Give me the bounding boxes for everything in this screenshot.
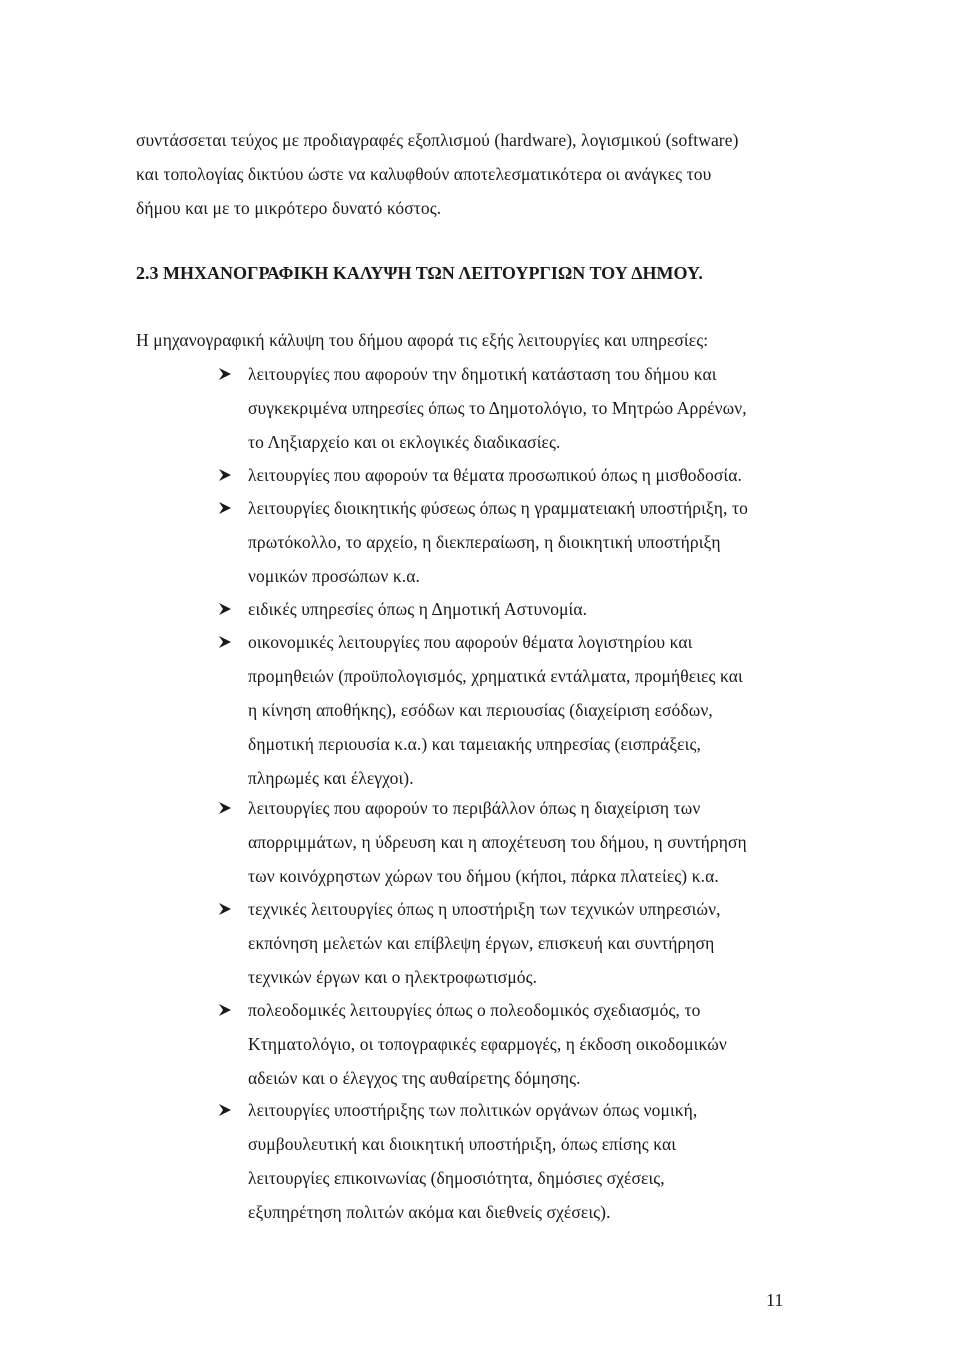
bullet-line: πρωτόκολλο, το αρχείο, η διεκπεραίωση, η διοικητική υποστήριξη: [248, 532, 721, 552]
arrow-bullet-icon: [218, 635, 232, 649]
arrow-bullet-icon: [218, 501, 232, 515]
bullet-line: λειτουργίες επικοινωνίας (δημοσιότητα, δημόσιες σχέσεις,: [248, 1168, 665, 1188]
bullet-line: πολεοδομικές λειτουργίες όπως ο πολεοδομικός σχεδιασμός, το: [248, 1000, 701, 1020]
bullet-line: αδειών και ο έλεγχος της αυθαίρετης δόμησης.: [248, 1068, 581, 1088]
bullet-line: δημοτική περιουσία κ.α.) και ταμειακής υπηρεσίας (εισπράξεις,: [248, 734, 701, 754]
bullet-line: πληρωμές και έλεγχοι).: [248, 768, 414, 788]
bullet-line: λειτουργίες που αφορούν την δημοτική κατάσταση του δήμου και: [248, 364, 717, 384]
bullet-line: τεχνικές λειτουργίες όπως η υποστήριξη των τεχνικών υπηρεσιών,: [248, 899, 721, 919]
section-heading: 2.3 ΜΗΧΑΝΟΓΡΑΦΙΚΗ ΚΑΛΥΨΗ ΤΩΝ ΛΕΙΤΟΥΡΓΙΩΝ ΤΟΥ ΔΗΜΟΥ.: [136, 263, 703, 283]
bullet-line: εξυπηρέτηση πολιτών ακόμα και διεθνείς σχέσεις).: [248, 1202, 611, 1222]
arrow-bullet-icon: [218, 367, 232, 381]
bullet-line: απορριμμάτων, η ύδρευση και η αποχέτευση του δήμου, η συντήρηση: [248, 832, 747, 852]
arrow-bullet-icon: [218, 602, 232, 616]
intro-line: δήμου και με το μικρότερο δυνατό κόστος.: [136, 198, 442, 218]
arrow-bullet-icon: [218, 1103, 232, 1117]
bullet-line: λειτουργίες που αφορούν το περιβάλλον όπως η διαχείριση των: [248, 798, 701, 818]
intro-line: συντάσσεται τεύχος με προδιαγραφές εξοπλισμού (hardware), λογισμικού (software): [136, 130, 739, 150]
bullet-line: νομικών προσώπων κ.α.: [248, 566, 420, 586]
arrow-bullet-icon: [218, 801, 232, 815]
bullet-line: συμβουλευτική και διοικητική υποστήριξη, όπως επίσης και: [248, 1134, 677, 1154]
arrow-bullet-icon: [218, 1003, 232, 1017]
section-lead: Η μηχανογραφική κάλυψη του δήμου αφορά τις εξής λειτουργίες και υπηρεσίες:: [136, 330, 709, 350]
bullet-line: το Ληξιαρχείο και οι εκλογικές διαδικασίες.: [248, 432, 561, 452]
bullet-line: λειτουργίες υποστήριξης των πολιτικών οργάνων όπως νομική,: [248, 1100, 698, 1120]
bullet-line: λειτουργίες που αφορούν τα θέματα προσωπικού όπως η μισθοδοσία.: [248, 465, 742, 485]
intro-line: και τοπολογίας δικτύου ώστε να καλυφθούν αποτελεσματικότερα οι ανάγκες του: [136, 164, 712, 184]
arrow-bullet-icon: [218, 902, 232, 916]
bullet-line: η κίνηση αποθήκης), εσόδων και περιουσίας (διαχείριση εσόδων,: [248, 700, 713, 720]
bullet-line: των κοινόχρηστων χώρων του δήμου (κήποι, πάρκα πλατείες) κ.α.: [248, 866, 719, 886]
bullet-line: εκπόνηση μελετών και επίβλεψη έργων, επισκευή και συντήρηση: [248, 933, 715, 953]
bullet-line: Κτηματολόγιο, οι τοπογραφικές εφαρμογές, η έκδοση οικοδομικών: [248, 1034, 727, 1054]
bullet-line: λειτουργίες διοικητικής φύσεως όπως η γραμματειακή υποστήριξη, το: [248, 498, 748, 518]
bullet-line: συγκεκριμένα υπηρεσίες όπως το Δημοτολόγιο, το Μητρώο Αρρένων,: [248, 398, 747, 418]
page-number: 11: [766, 1290, 784, 1310]
bullet-line: τεχνικών έργων και ο ηλεκτροφωτισμός.: [248, 967, 538, 987]
bullet-line: οικονομικές λειτουργίες που αφορούν θέματα λογιστηρίου και: [248, 632, 693, 652]
bullet-line: ειδικές υπηρεσίες όπως η Δημοτική Αστυνομία.: [248, 599, 588, 619]
bullet-line: προμηθειών (προϋπολογισμός, χρηματικά εντάλματα, προμήθειες και: [248, 666, 743, 686]
arrow-bullet-icon: [218, 468, 232, 482]
